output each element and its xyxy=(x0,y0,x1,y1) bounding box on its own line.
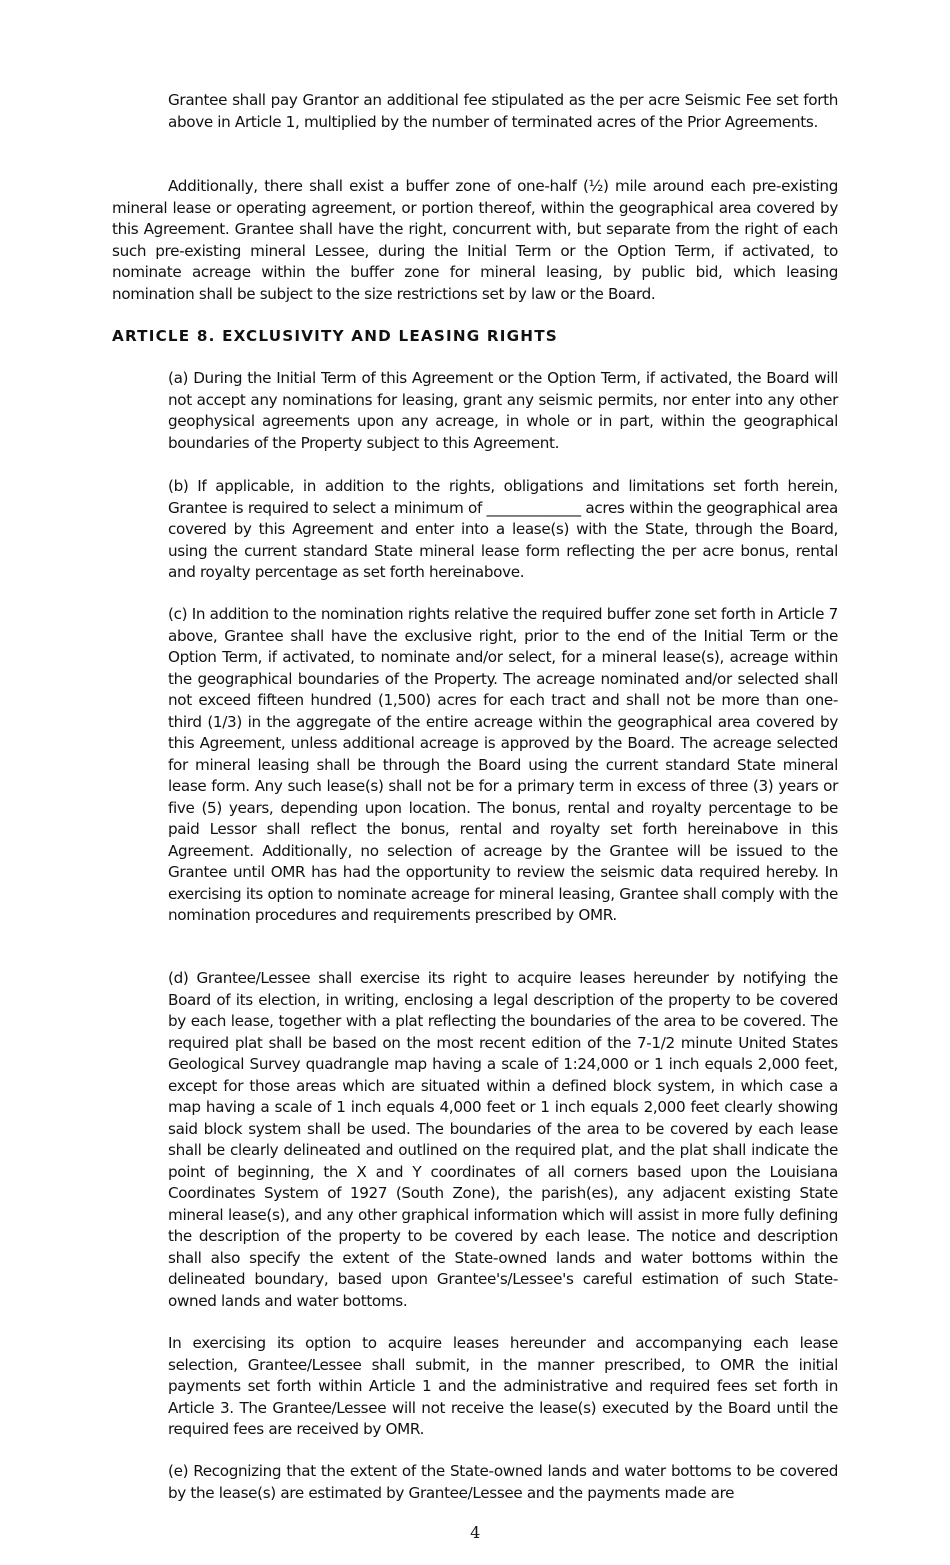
section-e: (e) Recognizing that the extent of the State-owned lands and water bottoms to be covered by the lease(s) are estimated by Grantee/Lessee and the payments made are xyxy=(168,1462,838,1502)
section-d: (d) Grantee/Lessee shall exercise its right to acquire leases hereunder by notifying the Board of its election, in writing, enclosing a legal description of the property to be covered by each lease, together with a plat reflecting the boundaries of the area to be covered. The required plat shall be based on the most recent edition of the 7-1/2 minute United States Geological Survey quadrangle map having a scale of 1:24,000 or 1 inch equals 2,000 feet, except for those areas which are situated within a defined block system, in which case a map having a scale of 1 inch equals 4,000 feet or 1 inch equals 2,000 feet clearly showing said block system shall be used. The boundaries of the area to be covered by each lease shall be clearly delineated and outlined on the required plat, and the plat shall indicate the point of beginning, the X and Y coordinates of all corners based upon the Louisiana Coordinates System of 1927 (South Zone), the parish(es), any adjacent existing State mineral lease(s), and any other graphical information which will assist in more fully defining the description of the property to be covered by each lease. The notice and description shall also specify the extent of the State-owned lands and water bottoms within the delineated boundary, based upon Grantee's/Lessee's careful estimation of such State-owned lands and water bottoms. xyxy=(168,969,838,1310)
paragraph-exercising-option: In exercising its option to acquire leases hereunder and accompanying each lease selection, Grantee/Lessee shall submit, in the manner prescribed, to OMR the initial payments set forth within Article 1 and the administrative and required fees set forth in Article 3. The Grantee/Lessee will not receive the lease(s) executed by the Board until the required fees are received by OMR. xyxy=(168,1334,838,1438)
section-c: (c) In addition to the nomination rights relative the required buffer zone set forth in Article 7 above, Grantee shall have the exclusive right, prior to the end of the Initial Term or the Option Term, if activated, to nominate and/or select, for a mineral lease(s), acreage within the geographical boundaries of the Property. The acreage nominated and/or selected shall not exceed fifteen hundred (1,500) acres for each tract and shall not be more than one-third (1/3) in the aggregate of the entire acreage within the geographical area covered by this Agreement, unless additional acreage is approved by the Board. The acreage selected for mineral leasing shall be through the Board using the current standard State mineral lease form. Any such lease(s) shall not be for a primary term in excess of three (3) years or five (5) years, depending upon location. The bonus, rental and royalty percentage to be paid Lessor shall reflect the bonus, rental and royalty set forth hereinabove in this Agreement. Additionally, no selection of acreage by the Grantee will be issued to the Grantee until OMR has had the opportunity to review the seismic data required hereby. In exercising its option to nominate acreage for mineral leasing, Grantee shall comply with the nomination procedures and requirements prescribed by OMR. xyxy=(168,605,838,924)
article-8-heading: ARTICLE 8. EXCLUSIVITY AND LEASING RIGHTS xyxy=(112,327,558,345)
section-b: (b) If applicable, in addition to the rights, obligations and limitations set forth herein, Grantee is required to select a minimum of _____________ acres within the geographical area covered by this Agreement and enter into a lease(s) with the State, through the Board, using the current standard State mineral lease form reflecting the per acre bonus, rental and royalty percentage as set forth hereinabove. xyxy=(168,477,838,581)
paragraph-seismic-fee: Grantee shall pay Grantor an additional fee stipulated as the per acre Seismic Fee set forth above in Article 1, multiplied by the number of terminated acres of the Prior Agreements. xyxy=(168,91,838,131)
page-number: 4 xyxy=(470,1523,480,1542)
section-a: (a) During the Initial Term of this Agreement or the Option Term, if activated, the Board will not accept any nominations for leasing, grant any seismic permits, nor enter into any other geophysical agreements upon any acreage, in whole or in part, within the geographical boundaries of the Property subject to this Agreement. xyxy=(168,369,838,452)
paragraph-buffer-zone: Additionally, there shall exist a buffer zone of one-half (½) mile around each pre-existing mineral lease or operating agreement, or portion thereof, within the geographical area covered by this Agreement. Grantee shall have the right, concurrent with, but separate from the right of each such pre-existing mineral Lessee, during the Initial Term or the Option Term, if activated, to nominate acreage within the buffer zone for mineral leasing, by public bid, which leasing nomination shall be subject to the size restrictions set by law or the Board. xyxy=(112,177,838,303)
